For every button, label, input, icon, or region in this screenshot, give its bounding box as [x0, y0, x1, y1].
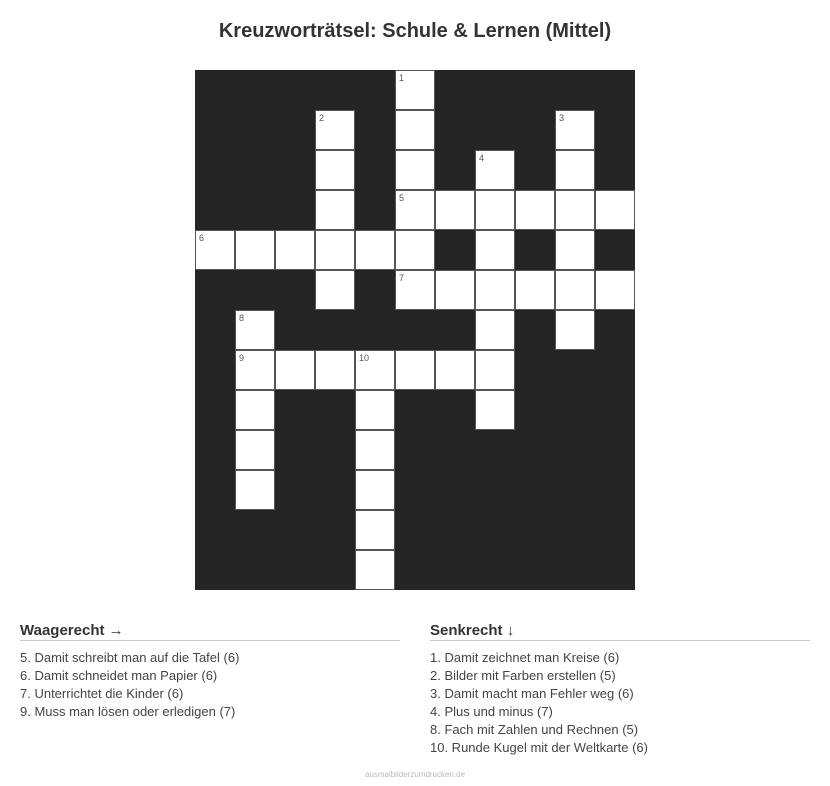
clue-item: 1. Damit zeichnet man Kreise (6): [430, 650, 620, 665]
clue-number: 5: [399, 193, 405, 203]
grid-cell[interactable]: [315, 230, 355, 270]
grid-cell[interactable]: [395, 110, 435, 150]
grid-cell[interactable]: [315, 350, 355, 390]
grid-cell[interactable]: [475, 270, 515, 310]
clue-number: 4: [479, 153, 485, 163]
grid-cell[interactable]: [315, 150, 355, 190]
across-heading: Waagerecht →: [20, 622, 400, 641]
down-heading: Senkrecht ↓: [430, 622, 810, 641]
grid-cell[interactable]: [395, 70, 435, 110]
grid-cell[interactable]: [235, 230, 275, 270]
grid-cell[interactable]: [395, 190, 435, 230]
across-clue-list: [20, 649, 400, 721]
clue-number: 10: [359, 353, 370, 363]
grid-cell[interactable]: [395, 350, 435, 390]
grid-cell[interactable]: [475, 390, 515, 430]
grid-cell[interactable]: [395, 230, 435, 270]
grid-cell[interactable]: [515, 270, 555, 310]
grid-cell[interactable]: [275, 230, 315, 270]
grid-cell[interactable]: [235, 430, 275, 470]
grid-cell[interactable]: [435, 350, 475, 390]
grid-cell[interactable]: [475, 230, 515, 270]
across-clues-section: [20, 622, 400, 721]
clue-number: 9: [239, 353, 245, 363]
grid-cell[interactable]: [315, 270, 355, 310]
grid-cell[interactable]: [435, 190, 475, 230]
grid-cell[interactable]: [435, 270, 475, 310]
grid-cell[interactable]: [475, 150, 515, 190]
clue-number: 1: [399, 73, 405, 83]
clue-item: 4. Plus und minus (7): [430, 704, 553, 719]
grid-cell[interactable]: [315, 190, 355, 230]
grid-cell[interactable]: [315, 110, 355, 150]
grid-cell[interactable]: [555, 110, 595, 150]
grid-cell[interactable]: [355, 390, 395, 430]
grid-cell[interactable]: [555, 150, 595, 190]
grid-cell[interactable]: [355, 510, 395, 550]
grid-cell[interactable]: [555, 230, 595, 270]
grid-cell[interactable]: [355, 230, 395, 270]
grid-cell[interactable]: [595, 270, 635, 310]
clue-item: 3. Damit macht man Fehler weg (6): [430, 686, 634, 701]
down-clues-section: [430, 622, 810, 757]
grid-cell[interactable]: [395, 150, 435, 190]
grid-cell[interactable]: [515, 190, 555, 230]
grid-cell[interactable]: [235, 470, 275, 510]
grid-cell[interactable]: [555, 310, 595, 350]
grid-cell[interactable]: [355, 430, 395, 470]
grid-cell[interactable]: [395, 270, 435, 310]
clue-number: 8: [239, 313, 245, 323]
grid-cell[interactable]: [475, 310, 515, 350]
clue-item: 10. Runde Kugel mit der Weltkarte (6): [430, 740, 648, 755]
clue-number: 3: [559, 113, 565, 123]
grid-cell[interactable]: [475, 350, 515, 390]
clue-item: 6. Damit schneidet man Papier (6): [20, 668, 218, 683]
grid-cell[interactable]: [475, 190, 515, 230]
grid-cell[interactable]: [235, 390, 275, 430]
grid-cell[interactable]: [355, 550, 395, 590]
clue-number: 7: [399, 273, 405, 283]
clue-item: 9. Muss man lösen oder erledigen (7): [20, 704, 236, 719]
clue-item: 2. Bilder mit Farben erstellen (5): [430, 668, 616, 683]
clue-item: 7. Unterrichtet die Kinder (6): [20, 686, 184, 701]
footer-credit: ausmalbilderzumdrucken.de: [364, 770, 466, 779]
page-title: Kreuzworträtsel: Schule & Lernen (Mittel): [218, 20, 612, 42]
grid-cell[interactable]: [195, 230, 235, 270]
grid-cell[interactable]: [595, 190, 635, 230]
grid-cell[interactable]: [555, 270, 595, 310]
crossword-grid: [195, 70, 635, 590]
clue-number: 6: [199, 233, 205, 243]
grid-cell[interactable]: [235, 310, 275, 350]
clue-item: 8. Fach mit Zahlen und Rechnen (5): [430, 722, 639, 737]
grid-cell[interactable]: [355, 350, 395, 390]
grid-cell[interactable]: [235, 350, 275, 390]
grid-cell[interactable]: [555, 190, 595, 230]
grid-cell[interactable]: [355, 470, 395, 510]
clue-item: 5. Damit schreibt man auf die Tafel (6): [20, 650, 240, 665]
grid-cell[interactable]: [275, 350, 315, 390]
down-clue-list: [430, 649, 810, 757]
clue-number: 2: [319, 113, 325, 123]
